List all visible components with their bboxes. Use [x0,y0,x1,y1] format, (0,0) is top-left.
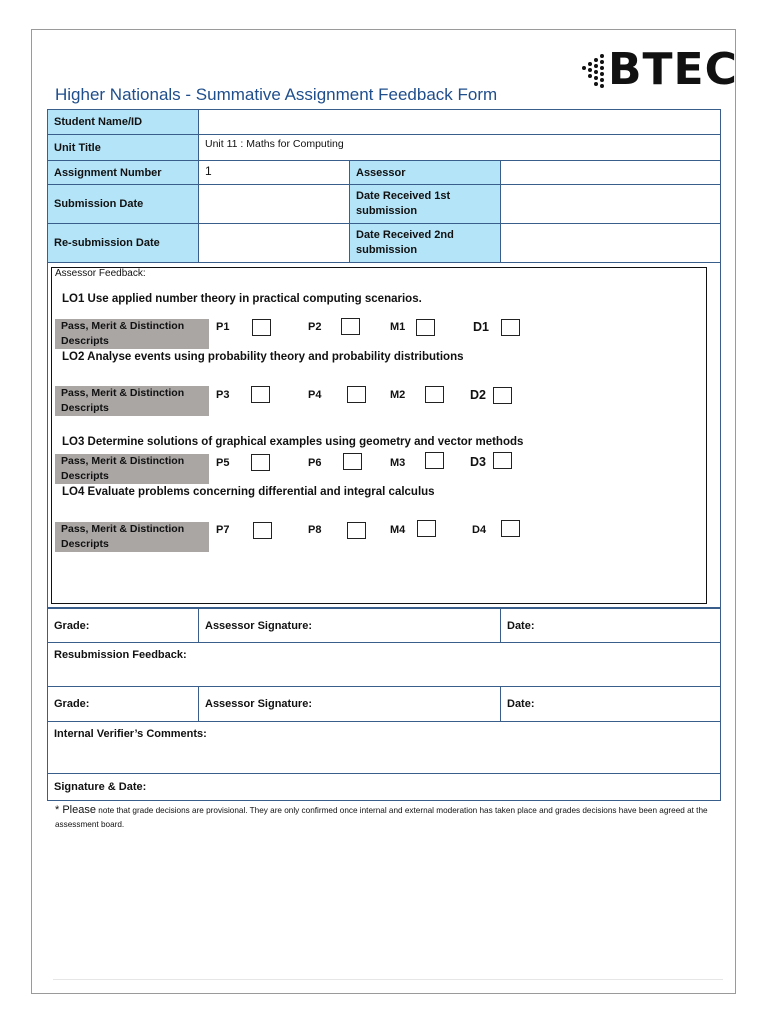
form-title: Higher Nationals - Summative Assignment Feedback Form [55,85,498,104]
criterion-p7-label: P7 [216,524,230,536]
criterion-p4-checkbox[interactable] [347,386,366,403]
footer-divider [53,979,723,980]
criterion-d4-label: D4 [472,524,487,536]
criterion-p1-label: P1 [216,321,230,333]
date-received-1st-field[interactable] [500,184,721,224]
btec-logo-text: BTEC [608,44,738,95]
criterion-d1-checkbox[interactable] [501,319,520,336]
criterion-p3-checkbox[interactable] [251,386,270,403]
assessor-signature-label[interactable]: Assessor Signature: [198,608,501,643]
provisional-grade-note [55,803,723,832]
date-received-2nd-label: Date Received 2nd submission [349,223,501,263]
criterion-d3-checkbox[interactable] [493,452,512,469]
grade2-label[interactable]: Grade: [47,686,199,722]
criterion-m4-label: M4 [390,524,406,536]
date-label[interactable]: Date: [500,608,721,643]
criterion-p5-checkbox[interactable] [251,454,270,471]
criterion-m1-label: M1 [390,321,406,333]
lo4-title: LO4 Evaluate problems concerning differential and integral calculus [62,486,435,498]
note-lead: * Please [55,804,96,816]
criterion-m2-label: M2 [390,389,406,401]
student-name-label: Student Name/ID [47,109,199,135]
lo3-descripts-label: Pass, Merit & Distinction Descripts [55,454,209,484]
criterion-d2-label: D2 [470,388,486,402]
lo2-title: LO2 Analyse events using probability theory and probability distributions [62,351,464,363]
unit-title-field[interactable]: Unit 11 : Maths for Computing [198,134,721,161]
lo3-title: LO3 Determine solutions of graphical examples using geometry and vector methods [62,436,524,448]
lo1-descripts-label: Pass, Merit & Distinction Descripts [55,319,209,349]
criterion-d1-label: D1 [473,320,489,334]
assessor-signature2-label[interactable]: Assessor Signature: [198,686,501,722]
criterion-p5-label: P5 [216,457,230,469]
assessor-field[interactable] [500,160,721,185]
assessor-feedback-label: Assessor Feedback: [55,268,146,279]
criterion-m3-checkbox[interactable] [425,452,444,469]
lo4-descripts-label: Pass, Merit & Distinction Descripts [55,522,209,552]
btec-logo [580,44,738,97]
assessor-label: Assessor [349,160,501,185]
criterion-m1-checkbox[interactable] [416,319,435,336]
criterion-p2-checkbox[interactable] [341,318,360,335]
lo1-title: LO1 Use applied number theory in practical computing scenarios. [62,293,422,305]
criterion-d3-label: D3 [470,455,486,469]
criterion-p6-label: P6 [308,457,322,469]
unit-title-label: Unit Title [47,134,199,161]
criterion-m3-label: M3 [390,457,406,469]
criterion-p3-label: P3 [216,389,230,401]
criterion-p7-checkbox[interactable] [253,522,272,539]
signature-date-label[interactable]: Signature & Date: [47,773,721,801]
criterion-p6-checkbox[interactable] [343,453,362,470]
criterion-p1-checkbox[interactable] [252,319,271,336]
assignment-number-field[interactable]: 1 [198,160,350,185]
resubmission-date-label: Re-submission Date [47,223,199,263]
note-text: note that grade decisions are provisional. They are only confirmed once internal and external moderation has taken place and grades decisions have been agreed at the assessment board. [55,806,708,829]
criterion-m4-checkbox[interactable] [417,520,436,537]
submission-date-field[interactable] [198,184,350,224]
date2-label[interactable]: Date: [500,686,721,722]
btec-dots-icon [580,52,610,92]
criterion-p4-label: P4 [308,389,322,401]
date-received-2nd-field[interactable] [500,223,721,263]
student-name-field[interactable] [198,109,721,135]
lo2-descripts-label: Pass, Merit & Distinction Descripts [55,386,209,416]
submission-date-label: Submission Date [47,184,199,224]
iv-comments-label[interactable]: Internal Verifier’s Comments: [47,721,721,774]
criterion-m2-checkbox[interactable] [425,386,444,403]
date-received-1st-label: Date Received 1st submission [349,184,501,224]
assignment-number-label: Assignment Number [47,160,199,185]
resubmission-date-field[interactable] [198,223,350,263]
grade-label[interactable]: Grade: [47,608,199,643]
criterion-p2-label: P2 [308,321,322,333]
resubmission-feedback-label[interactable]: Resubmission Feedback: [47,642,721,687]
criterion-p8-label: P8 [308,524,322,536]
criterion-p8-checkbox[interactable] [347,522,366,539]
criterion-d2-checkbox[interactable] [493,387,512,404]
criterion-d4-checkbox[interactable] [501,520,520,537]
